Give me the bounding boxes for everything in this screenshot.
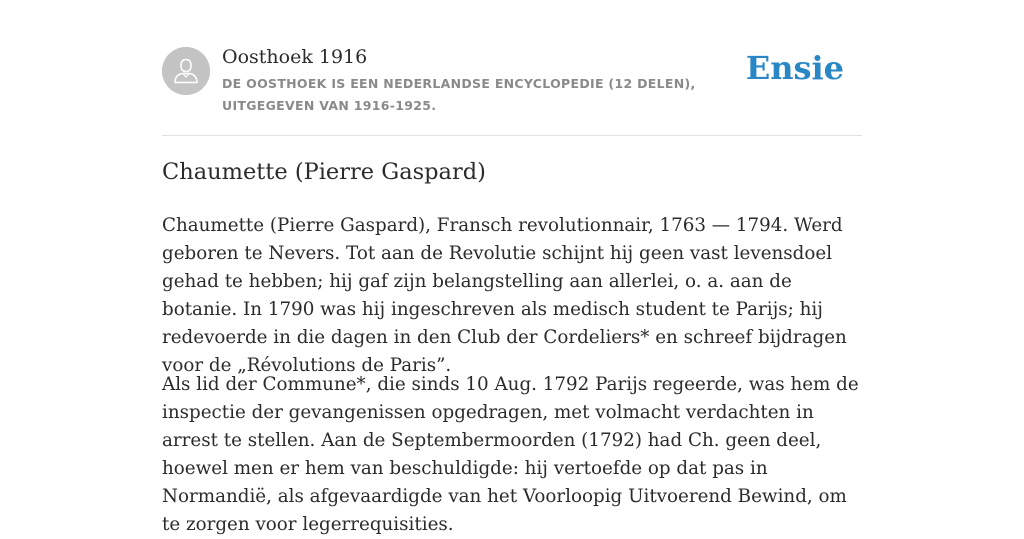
user-icon [162,47,210,95]
avatar [162,47,210,95]
source-title[interactable]: Oosthoek 1916 [222,46,368,68]
divider [162,135,862,136]
source-header [162,45,862,135]
article-paragraph: Chaumette (Pierre Gaspard), Fransch revolutionnair, 1763 — 1794. Werd geboren te Nevers. Tot aan de Revolutie schijnt hij geen vast levensdoel gehad te hebben; hij gaf zijn belangstelling aan allerlei, o. a. aan de botanie. In 1790 was hij ingeschreven als medisch student te Parijs; hij redevoerde in die dagen in den Club der Cordeliers* en schreef bijdragen voor de „Révolutions de Paris”. [162,215,847,376]
brand-logo[interactable]: Ensie [745,49,844,87]
article-title: Chaumette (Pierre Gaspard) [162,159,486,185]
article-paragraph: Als lid der Commune*, die sinds 10 Aug. 1792 Parijs regeerde, was hem de inspectie der gevangenissen opgedragen, met volmacht verdachten in arrest te stellen. Aan de Septembermoorden (1792) had Ch. geen deel, hoewel men er hem van beschuldigde: hij vertoefde op dat pas in Normandië, als afgevaardigde van het Voorloopig Uitvoerend Bewind, om te zorgen voor legerrequisities. [162,374,859,535]
source-description: DE OOSTHOEK IS EEN NEDERLANDSE ENCYCLOPEDIE (12 DELEN), UITGEGEVEN VAN 1916-1925. [222,76,696,113]
